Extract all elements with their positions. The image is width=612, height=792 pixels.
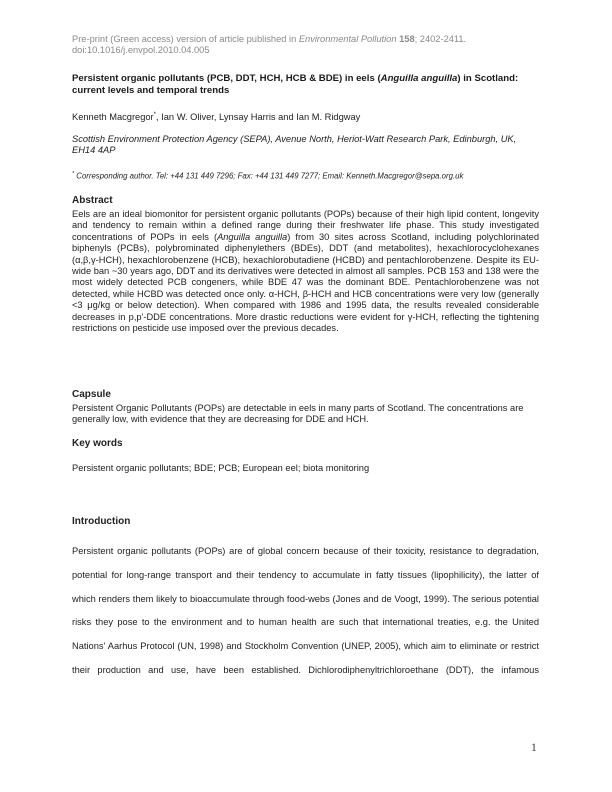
abstract-heading: Abstract — [72, 195, 113, 206]
abstract-species: Anguilla anguilla — [217, 231, 288, 242]
title-species: Anguilla anguilla — [380, 73, 458, 84]
authors — [72, 110, 539, 124]
journal-volume: 158 — [399, 34, 415, 44]
corresponding-text: Corresponding author. Tel: +44 131 449 7296; Fax: +44 131 449 7277; Email: Kenneth.Macgregor@sepa.org.uk — [74, 171, 464, 181]
abstract-part-1: Eels are an ideal biomonitor for persistent organic pollutants (POPs) because of their high lipid content, longevity and tendency to remain within a defined range during their freshwater life phase. This study investigated concentrations of POPs in eels ( — [72, 209, 539, 242]
title-part-2: ) in Scotland: current levels and temporal trends — [72, 73, 519, 96]
preprint-note — [72, 34, 539, 57]
corresponding-author — [72, 169, 539, 182]
abstract-text — [72, 209, 539, 334]
author-first: Kenneth Macgregor — [72, 112, 154, 123]
preprint-lead: Pre-print (Green access) version of article published in — [72, 34, 299, 44]
article-title — [72, 73, 539, 97]
affiliation: Scottish Environment Protection Agency (SEPA), Avenue North, Heriot-Watt Research Park, Edinburgh, UK, EH14 4AP — [72, 134, 517, 156]
journal-name: Environmental Pollution — [298, 34, 397, 44]
abstract-part-2: ) from 30 sites across Scotland, including polychlorinated biphenyls (PCBs), polybrominated diphenylethers (BDEs), DDT (and metabolites), hexachlorocyclohexanes (α,β,γ-HCH), hexachlorobenzene (HCB), hexachlorobutadiene (HCBD) and pentachlorobenzene. Despite its EU-wide ban ~30 years ago, DDT and its derivatives were detected in almost all samples. PCB 153 and 138 were the most widely detected PCB congeners, while BDE 47 was the dominant BDE. Pentachlorobenzene was not detected, while HCBD was detected once only. α-HCH, β-HCH and HCB concentrations were very low (generally <3 μg/kg or below detection). When compared with 1986 and 1995 data, the results revealed considerable decreases in p,p'-DDE concentrations. More drastic reductions were evident for γ-HCH, reflecting the tightening restrictions on pesticide use imposed over the previous decades. — [72, 231, 539, 334]
author-rest: , Ian W. Oliver, Lynsay Harris and Ian M. Ridgway — [156, 112, 361, 123]
introduction-text: Persistent organic pollutants (POPs) are of global concern because of their toxicity, resistance to degradation, potential for long-range transport and their tendency to accumulate in fatty tissues (lipophilicity), the latter of which renders them likely to bioaccumulate through food-webs (Jones and de Voogt, 1999). The serious potential risks they pose to the environment and to human health are such that international treaties, e.g. the United Nations' Aarhus Protocol (UN, 1998) and Stockholm Convention (UNEP, 2005), which aim to eliminate or restrict their production and use, have been established. Dichlorodiphenyltrichloroethane (DDT), the infamous — [72, 546, 539, 675]
title-part-1: Persistent organic pollutants (PCB, DDT, HCH, HCB & BDE) in eels ( — [72, 73, 381, 84]
capsule-heading: Capsule — [72, 389, 111, 400]
introduction-heading: Introduction — [72, 516, 131, 527]
doi: doi:10.1016/j.envpol.2010.04.005 — [72, 45, 210, 56]
keywords-text: Persistent organic pollutants; BDE; PCB; European eel; biota monitoring — [72, 463, 370, 473]
author-mark: * — [153, 112, 157, 118]
journal-pages: ; 2402-2411. — [414, 34, 467, 44]
page-number: 1 — [531, 742, 537, 754]
keywords-heading: Key words — [72, 438, 123, 449]
capsule-text: Persistent Organic Pollutants (POPs) are detectable in eels in many parts of Scotland. The concentrations are generally low, with evidence that they are decreasing for DDE and HCH. — [72, 403, 524, 425]
corresponding-mark: * — [72, 171, 75, 177]
